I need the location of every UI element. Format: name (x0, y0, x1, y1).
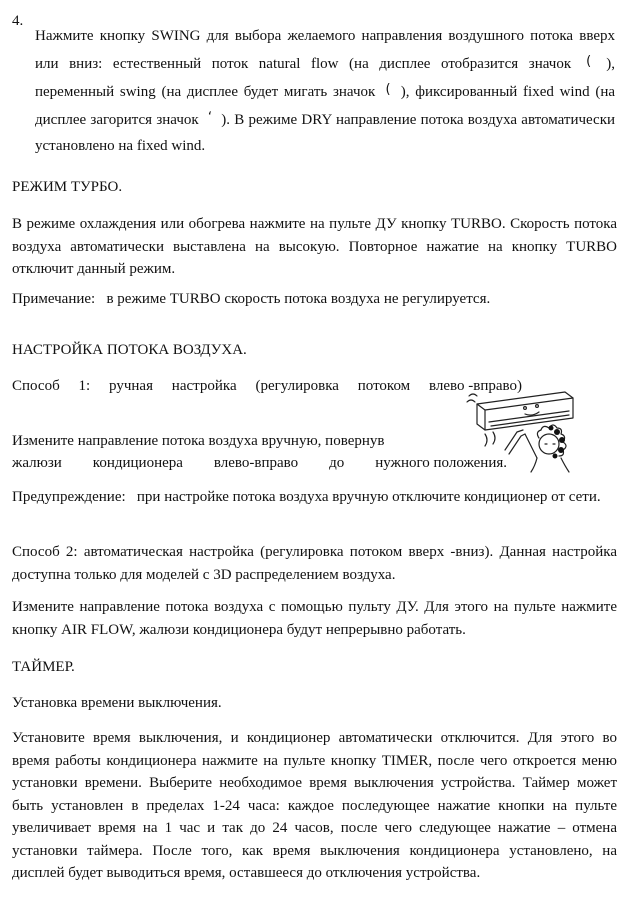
timer-subheading: Установка времени выключения. (12, 695, 222, 711)
method2-instruction: Измените направление потока воздуха с помощью пульту ДУ. Для этого на пульте нажмите кнопку AIR FLOW, жалюзи кондиционера будут непрерывно работать. (12, 599, 617, 638)
method2-text: Способ 2: автоматическая настройка (регулировка потоком вверх -вниз). Данная настройка доступна только для моделей с 3D распределением воздуха. (12, 544, 617, 583)
turbo-text: В режиме охлаждения или обогрева нажмите на пульте ДУ кнопку TURBO. Скорость потока воздуха автоматически выставлена на высокую. Повторное нажатие на кнопку TURBO отключит данный режим. (12, 216, 617, 277)
method1-word: настройка (171, 378, 237, 394)
manual-word: нужного положения. (375, 455, 507, 471)
timer-heading: ТАЙМЕР. (12, 659, 75, 675)
ac-adjust-illustration (465, 388, 583, 474)
timer-text: Установите время выключения, и кондиционер автоматически отключится. Для этого во время работы кондиционера нажмите на пульте кнопку TIMER, после чего откроется меню установки времени. Выберите необходимое время выключения устройства. Таймер может быть установлен в пределах 1-24 часа: каждое последующее нажатие кнопки на пульте увеличивает время на 1 час и так до 24 часов, после чего следующее нажатие – отмена установки таймера. После того, как время выключения кондиционера установлено, на дисплей будет выводиться время, оставшееся до отключения устройства. (12, 730, 617, 881)
method1-word: влево -вправо) (429, 378, 522, 394)
warning-label: Предупреждение: (12, 489, 126, 505)
swing-text-4: ). В режиме DRY направление потока воздуха автоматически установлено на fixed wind. (35, 112, 616, 154)
turbo-heading: РЕЖИМ ТУРБО. (12, 179, 123, 195)
turbo-note (12, 288, 617, 311)
method1-word: ручная (109, 378, 153, 394)
turbo-note-text: в режиме TURBO скорость потока воздуха не регулируется. (106, 291, 491, 307)
manual-word: влево-вправо (213, 455, 299, 471)
swing-text-1: Нажмите кнопку SWING для выбора желаемого направления воздушного потока вверх или вниз: естественный поток natural flow (на дисплее отобразится значок (35, 28, 615, 72)
natural-flow-icon: ( (586, 54, 592, 69)
warning-body: при настройке потока воздуха вручную отключите кондиционер от сети. (136, 489, 601, 505)
airflow-heading: НАСТРОЙКА ПОТОКА ВОЗДУХА. (12, 342, 247, 358)
method1-word: потоком (357, 378, 411, 394)
method1-line (12, 375, 522, 398)
warning-text (12, 486, 617, 509)
manual-word: до (329, 455, 345, 471)
fixed-wind-icon: ʻ (207, 110, 213, 125)
swing-icon: ( (385, 82, 391, 97)
swing-instruction (35, 23, 615, 159)
manual-word: жалюзи (12, 455, 62, 471)
turbo-note-label: Примечание: (12, 291, 96, 307)
swing-text-2: ), переменный swing (на дисплее будет мигать значок (35, 56, 615, 100)
swing-text-3: ), фиксированный fixed wind (на дисплее загорится значок (35, 84, 616, 128)
manual-word: кондиционера (92, 455, 183, 471)
item-number: 4. (12, 13, 24, 29)
manual-line-1: Измените направление потока воздуха вручную, повернув (12, 433, 385, 449)
method1-word: 1: (78, 378, 91, 394)
manual-line-2 (12, 452, 507, 475)
method1-word: (регулировка (255, 378, 339, 394)
method1-word: Способ (12, 378, 60, 394)
